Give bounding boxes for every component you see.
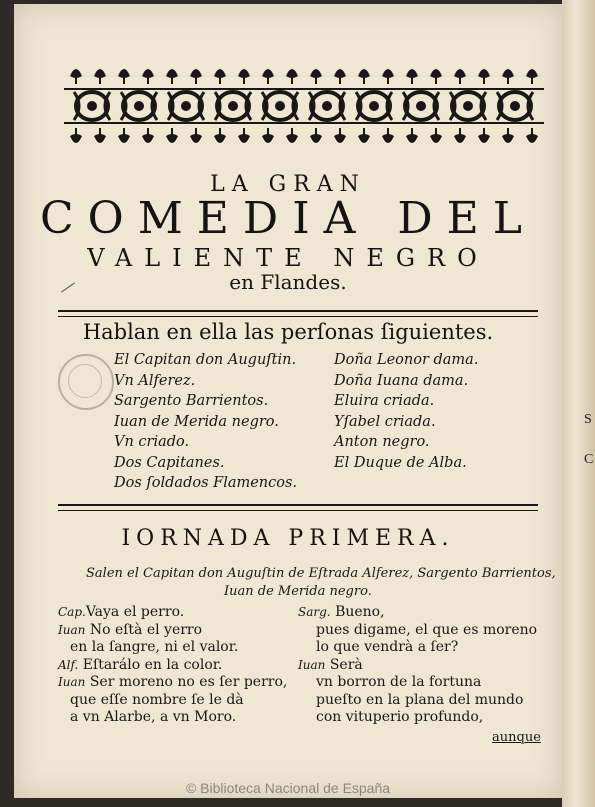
ornament-stem xyxy=(267,128,269,136)
ornament-stem xyxy=(195,76,197,84)
ornament-stem xyxy=(387,128,389,136)
verse-text: Serà xyxy=(329,656,363,673)
cast-item: Doña Iuana dama. xyxy=(334,372,469,389)
verse-text: que eſſe nombre ſe le dà xyxy=(70,691,244,708)
ornament-stem xyxy=(411,76,413,84)
stage-direction-2: Iuan de Merida negro. xyxy=(224,584,372,599)
stage-direction-1: Salen el Capitan don Auguſtin de Eſtrada Alferez, Sargento Barrientos, xyxy=(86,566,556,581)
ornament-stem xyxy=(147,128,149,136)
ornament-stem xyxy=(483,76,485,84)
ornament-stem xyxy=(363,76,365,84)
ornament-stem xyxy=(99,128,101,136)
verse-line xyxy=(298,709,537,727)
ornament-stem xyxy=(459,76,461,84)
verse-text: Vaya el perro. xyxy=(85,604,185,620)
ornament-arabesque xyxy=(497,92,533,120)
ornament-stem xyxy=(507,128,509,136)
ornament-arabesque xyxy=(403,92,439,120)
cast-item: Sargento Barrientos. xyxy=(114,393,269,409)
ornament-stem xyxy=(171,76,173,84)
ornament-arabesque xyxy=(356,92,392,120)
ornament-stem xyxy=(315,128,317,136)
ornament-arabesque xyxy=(309,92,345,120)
cast-item: Eluira criada. xyxy=(334,393,435,409)
cast-item: El Duque de Alba. xyxy=(334,454,467,471)
verse-line xyxy=(58,709,287,727)
cast-item: El Capitan don Auguſtin. xyxy=(114,352,297,368)
verse-text: Ser moreno no es ſer perro, xyxy=(89,674,288,690)
printers-ornament xyxy=(64,60,544,152)
speaker: Sarg. xyxy=(298,605,331,619)
ornament-stem xyxy=(507,76,509,84)
ornament-stem xyxy=(531,128,533,136)
ornament-stem xyxy=(435,76,437,84)
cast-list-right xyxy=(334,350,478,473)
ornament-stem xyxy=(219,128,221,136)
ornament-stem xyxy=(219,76,221,84)
ornament-arabesque xyxy=(74,92,110,120)
ornament-stem xyxy=(411,128,413,136)
catchword: aunque xyxy=(492,730,541,745)
cast-item: Dos ſoldados Flamencos. xyxy=(114,475,298,491)
title-line-1: LA GRAN xyxy=(210,172,366,197)
book-page xyxy=(14,4,562,798)
verse-line xyxy=(298,622,537,640)
verse-line xyxy=(298,639,537,657)
ornament-stem xyxy=(123,76,125,84)
cast-heading: Hablan en ella las perſonas ſiguientes. xyxy=(82,320,494,344)
verse-line xyxy=(58,639,287,657)
act-title: IORNADA PRIMERA. xyxy=(121,526,455,551)
verse-text: Eſtarálo en la color. xyxy=(82,656,223,673)
cast-item: Vn Alferez. xyxy=(114,372,196,389)
ornament-stem xyxy=(291,128,293,136)
edge-mark-2: C xyxy=(584,452,594,467)
ornament-stem xyxy=(339,128,341,136)
ornament-stem xyxy=(171,128,173,136)
verse-text: No eſtà el yerro xyxy=(89,621,203,638)
verse-line xyxy=(58,692,287,710)
verse-line xyxy=(298,674,537,692)
ornament-stem xyxy=(243,128,245,136)
ornament-band-top xyxy=(64,88,544,90)
library-stamp xyxy=(58,354,114,410)
ornament-arabesque xyxy=(121,92,157,120)
speaker: Iuan xyxy=(298,657,326,672)
ornament-arabesque xyxy=(215,92,251,120)
verse-text: pueſto en la plana del mundo xyxy=(316,691,524,708)
ornament-stem xyxy=(99,76,101,84)
ornament-stem xyxy=(195,128,197,136)
ornament-stem xyxy=(339,76,341,84)
ornament-stem xyxy=(315,76,317,84)
cast-list-left xyxy=(114,350,297,494)
verse-line xyxy=(58,674,287,692)
edge-mark-1: S xyxy=(584,412,592,427)
verse-text: vn borron de la fortuna xyxy=(316,674,482,690)
ornament-stem xyxy=(75,128,77,136)
cast-item: Anton negro. xyxy=(334,434,430,450)
verse-line xyxy=(298,692,537,710)
title-line-4: en Flandes. xyxy=(229,270,347,294)
verse-text: Bueno, xyxy=(335,604,385,620)
verse-text: lo que vendrà a ſer? xyxy=(316,639,459,655)
verse-line xyxy=(58,657,287,675)
speaker: Alf. xyxy=(58,657,79,672)
verses-right xyxy=(298,604,537,727)
title-line-2: COMEDIA DEL xyxy=(40,193,536,244)
cast-item: Yſabel criada. xyxy=(334,413,436,430)
ornament-stem xyxy=(267,76,269,84)
ornament-stem xyxy=(363,128,365,136)
ornament-stem xyxy=(123,128,125,136)
verse-line xyxy=(58,622,287,640)
ornament-arabesque xyxy=(450,92,486,120)
ornament-arabesque xyxy=(168,92,204,120)
rule-top xyxy=(58,310,538,317)
verses-left xyxy=(58,604,287,727)
ornament-arabesque xyxy=(262,92,298,120)
cast-item: Dos Capitanes. xyxy=(114,454,225,471)
verse-text: a vn Alarbe, a vn Moro. xyxy=(70,709,237,725)
ornament-stem xyxy=(483,128,485,136)
verse-text: en la ſangre, ni el valor. xyxy=(70,639,239,655)
speaker: Cap. xyxy=(58,605,86,619)
verse-line xyxy=(298,604,537,622)
next-page-edge xyxy=(562,0,595,807)
ornament-stem xyxy=(147,76,149,84)
verse-text: pues digame, el que es moreno xyxy=(316,621,538,638)
library-credit: © Biblioteca Nacional de España xyxy=(185,780,391,796)
ornament-stem xyxy=(75,76,77,84)
verse-line xyxy=(58,604,287,622)
ornament-stem xyxy=(243,76,245,84)
cast-item: Iuan de Merida negro. xyxy=(114,413,279,430)
verse-text: con vituperio profundo, xyxy=(316,709,484,725)
speaker: Iuan xyxy=(58,622,86,637)
ornament-band-bottom xyxy=(64,122,544,124)
title-line-3: VALIENTE NEGRO xyxy=(87,244,489,272)
ornament-stem xyxy=(459,128,461,136)
speaker: Iuan xyxy=(58,675,86,689)
ornament-stem xyxy=(435,128,437,136)
cast-item: Vn criado. xyxy=(114,434,190,450)
verse-line xyxy=(298,657,537,675)
cast-item: Doña Leonor dama. xyxy=(334,352,479,368)
ornament-stem xyxy=(531,76,533,84)
ornament-stem xyxy=(387,76,389,84)
ornament-stem xyxy=(291,76,293,84)
rule-middle xyxy=(58,504,538,511)
